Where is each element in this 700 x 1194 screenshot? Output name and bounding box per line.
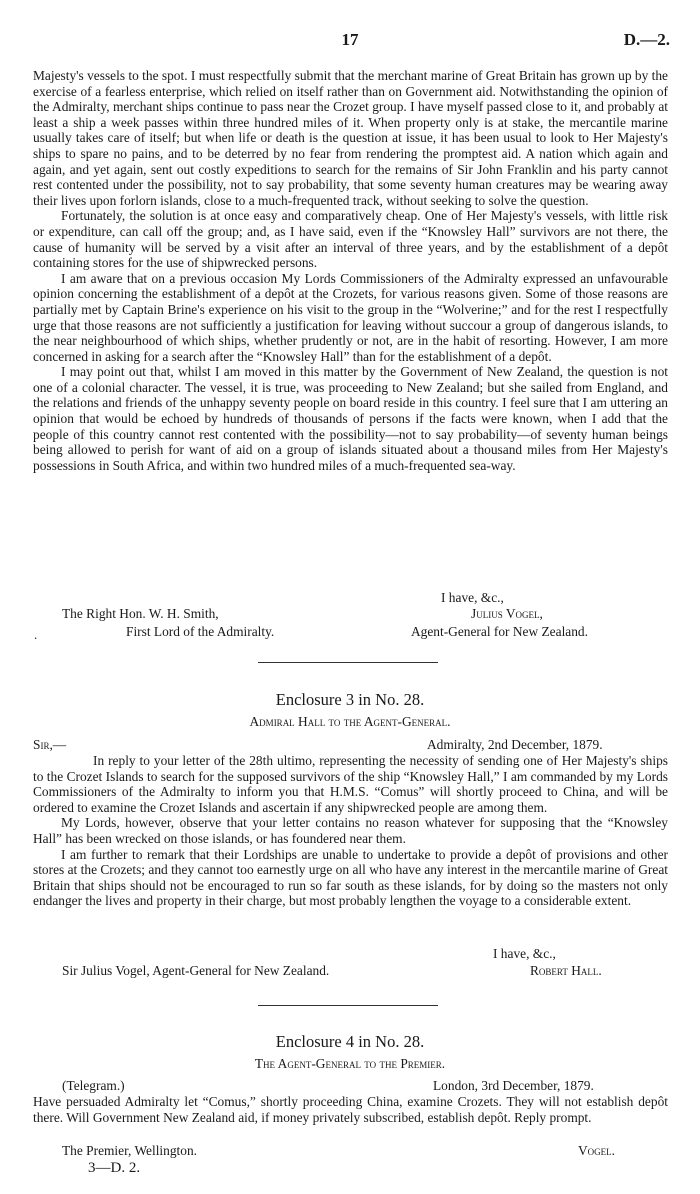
signer-name: Julius Vogel, (471, 606, 543, 621)
letter-paragraph: In reply to your letter of the 28th ultimo, representing the necessity of sending one of Her Majesty's ships to the Crozet Islands to search for the supposed survivors of the ship “Knowsley Hall,” I am commanded by my Lords Commissioners of the Admiralty to inform you that H.M.S. “Comus” will shortly proceed to China, and will be ordered to examine the Crozet Islands and ascertain if any shipwrecked people are among them. (33, 753, 668, 815)
enclosure-3-signer: Robert Hall. (530, 963, 602, 978)
telegram-text: Have persuaded Admiralty let “Comus,” shortly proceeding China, examine Crozets. They will not establish depôt there. Will Government New Zealand aid, if money privately subscribed, establish depôt. Reply prompt. (33, 1094, 668, 1125)
margin-dot: . (34, 627, 38, 642)
salutation: Sir,— (33, 737, 67, 752)
enclosure-3-closing: I have, &c., (493, 946, 556, 961)
telegram-body (33, 1094, 668, 1125)
section-divider (258, 662, 438, 663)
addressee-title: First Lord of the Admiralty. (126, 624, 275, 639)
signer-title: Agent-General for New Zealand. (411, 624, 588, 639)
letter-paragraph: Majesty's vessels to the spot. I must respectfully submit that the merchant marine of Great Britain has grown up by the exercise of a fearless enterprise, which relied on itself rather than on Government aid. Notwithstanding the opinion of the Admiralty, merchant ships continue to pass near the Crozet group. I have myself passed close to it, and probably at least a ship a week passes within three hundred miles of it. When property only is at stake, the mercantile marine usually takes care of itself; but when life or death is the question at issue, it has been usual to look to Her Majesty's ships to spare no pains, and to be deterred by no fear from rendering the promptest aid. A nation which again and again, and yet again, sent out costly expeditions to search for the remains of Sir John Franklin and his party cannot rest contented under the possibility, not to say probability, that some seventy human creatures may be wearing away their lives upon forlorn islands, close to a much-frequented track, without seeking to solve the question. (33, 68, 668, 208)
addressee-name: The Right Hon. W. H. Smith, (62, 606, 219, 621)
letter-closing: I have, &c., (441, 590, 504, 605)
letter-paragraph: My Lords, however, observe that your letter contains no reason whatever for supposing that the “Knowsley Hall” has been wrecked on those islands, or has foundered near them. (33, 815, 668, 846)
enclosure-3-subtitle: Admiral Hall to the Agent-General. (249, 714, 451, 729)
enclosure-3-title: Enclosure 3 in No. 28. (275, 690, 425, 709)
telegram-place-date: London, 3rd December, 1879. (433, 1078, 594, 1093)
letter-paragraph: I am further to remark that their Lordships are unable to undertake to provide a depôt of provisions and other stores at the Crozets; and they cannot too earnestly urge on all who have any interest in the mercantile marine of Great Britain that ships should not be encouraged to run so far south as these islands, for by doing so the masters not only endanger the lives and property in their charge, but most probably lengthen the voyage to a considerable extent. (33, 846, 668, 909)
place-date: Admiralty, 2nd December, 1879. (427, 737, 603, 752)
letter-paragraph: I am aware that on a previous occasion My Lords Commissioners of the Admiralty expressed an unfavourable opinion concerning the establishment of a depôt at the Crozets, for various reasons given. Some of those reasons are partially met by Captain Brine's experience on his visit to the group in the “Wolverine;” and for the rest I respectfully urge that those reasons are not sufficiently a justification for leaving without succour a group of dangerous islands, to the near neighbourhood of which ships, whether prudently or not, are in the habit of resorting. However, I am more concerned in asking for a search after the “Knowsley Hall” than for the establishment of a depôt. (33, 270, 668, 364)
page-number: 17 (341, 30, 359, 49)
letter-paragraph: Fortunately, the solution is at once easy and comparatively cheap. One of Her Majesty's vessels, with little risk or expenditure, can call off the group; and, as I have said, even if the “Knowsley Hall” survivors are not there, the cause of humanity will be served by a visit after an interval of three years, and by the establishment of a depôt containing stores for the use of shipwrecked persons. (33, 208, 668, 271)
document-reference: D.—2. (623, 30, 670, 49)
letter-paragraph: I may point out that, whilst I am moved in this matter by the Government of New Zealand, the question is not one of a colonial character. The vessel, it is true, was proceeding to New Zealand; but she sailed from England, and the relations and friends of the unhappy seventy people on board reside in this country. I feel sure that I am uttering an opinion that would be echoed by hundreds of thousands of persons if the facts were known, when I add that the people of this country cannot rest contented with the possibility—not to say probability—of seventy human beings being allowed to perish for want of aid on a group of islands situated about a thousand miles from Her Majesty's possessions in South Africa, and within two hundred miles of a much-frequented sea-way. (33, 364, 668, 473)
page-header (30, 30, 670, 52)
telegram-signer: Vogel. (578, 1143, 616, 1158)
enclosure-3-addressee: Sir Julius Vogel, Agent-General for New Zealand. (62, 963, 330, 978)
telegram-addressee: The Premier, Wellington. (62, 1143, 197, 1158)
telegram-label: (Telegram.) (62, 1078, 125, 1093)
enclosure-3-body (33, 753, 668, 909)
enclosure-4-subtitle: The Agent-General to the Premier. (254, 1056, 446, 1071)
signature-mark: 3—D. 2. (88, 1160, 141, 1176)
section-divider (258, 1005, 438, 1006)
enclosure-4-title: Enclosure 4 in No. 28. (275, 1032, 425, 1051)
letter-body (33, 68, 668, 473)
